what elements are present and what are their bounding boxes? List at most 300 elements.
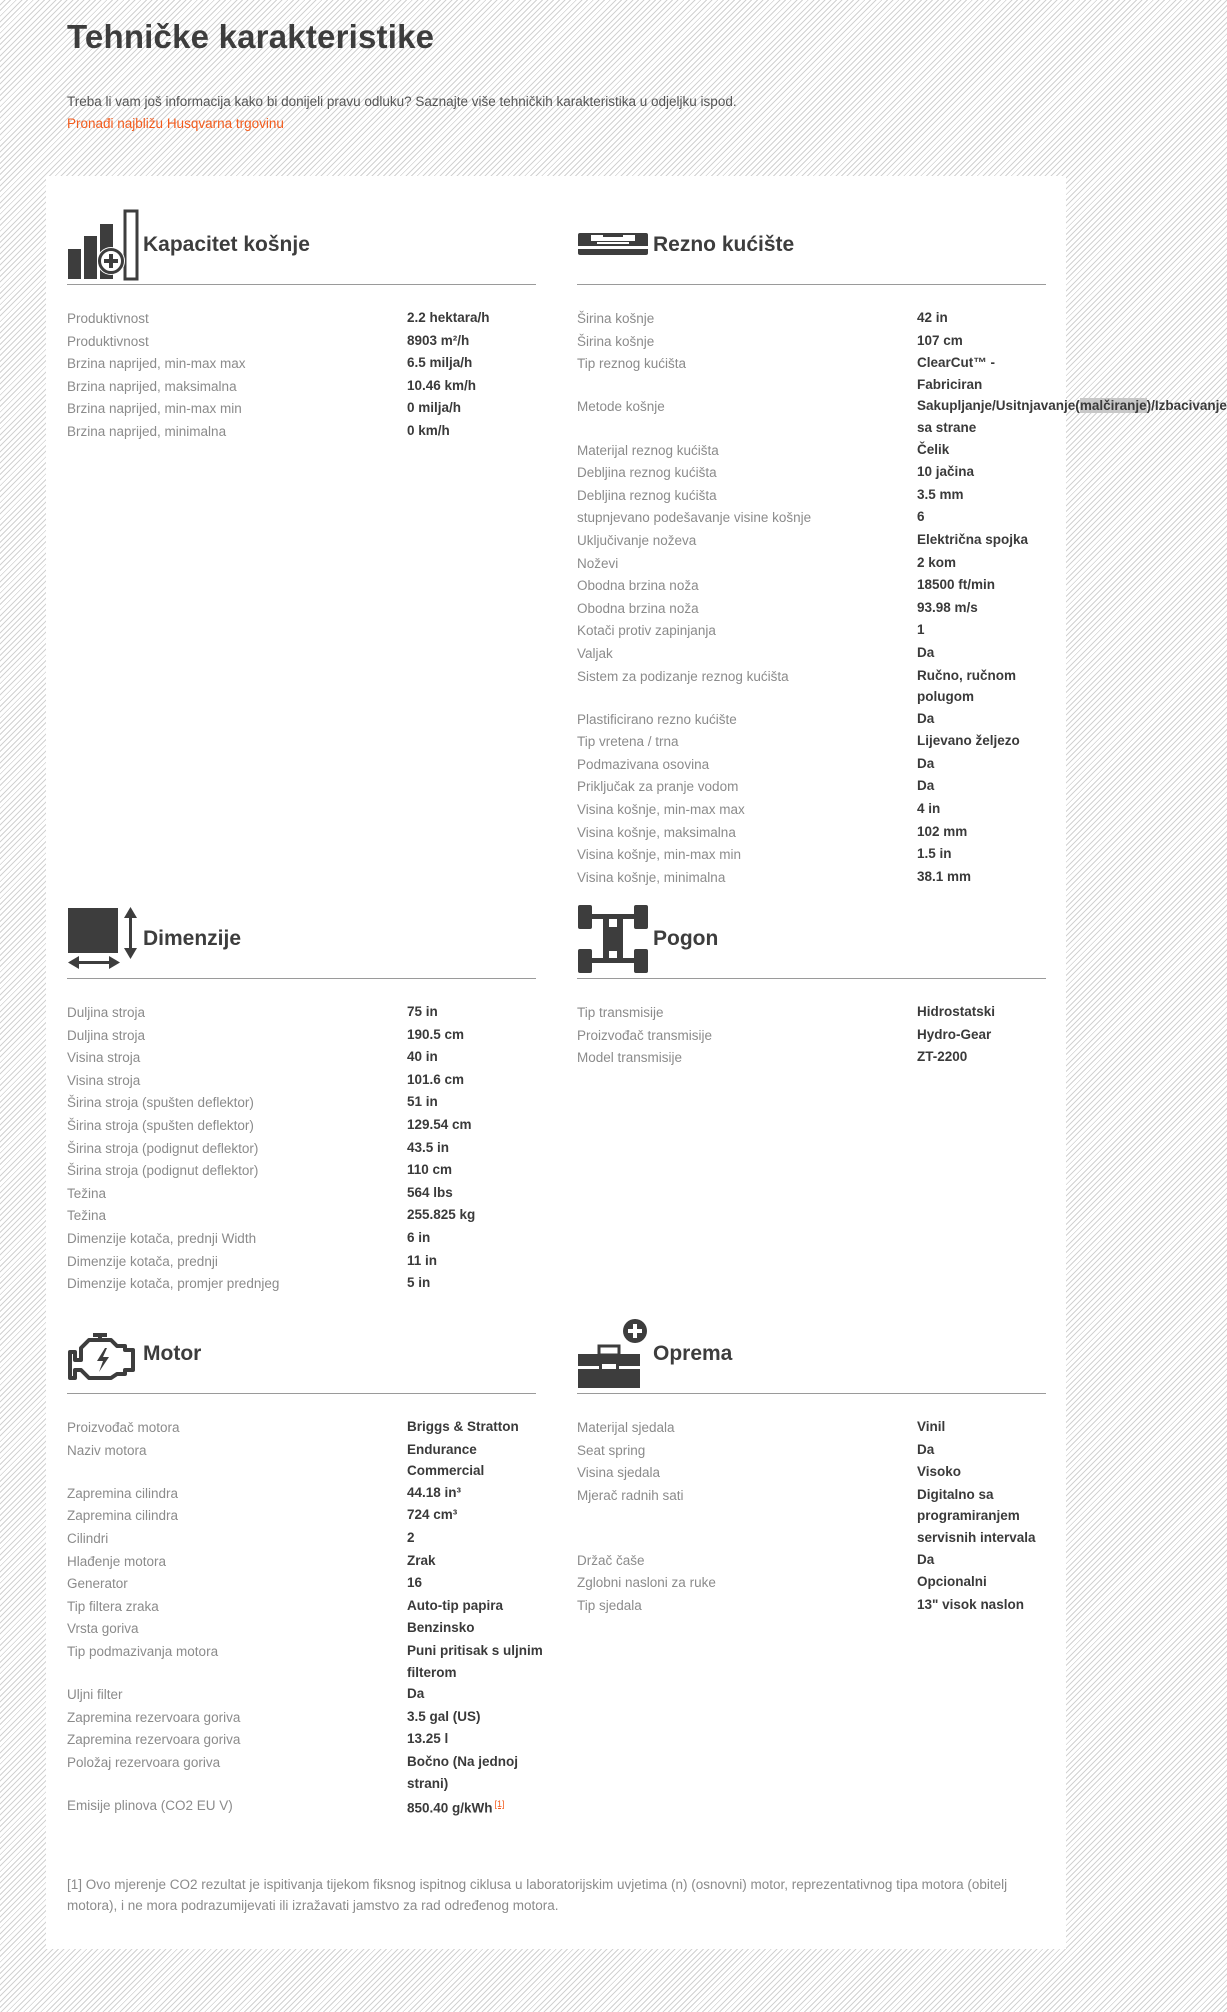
section-equipment [577, 1315, 1046, 1616]
drivetrain-icon [577, 903, 649, 975]
section-title: Oprema [653, 1342, 733, 1365]
spec-list [577, 1001, 1046, 1069]
spec-row [67, 1751, 536, 1794]
spec-row [67, 352, 536, 375]
spec-value [407, 1640, 547, 1683]
page-title: Tehničke karakteristike [67, 18, 435, 55]
spec-value-text: 6 [917, 509, 925, 525]
spec-value [407, 1595, 547, 1617]
spec-label: Noževi [577, 555, 619, 571]
section-title: Kapacitet košnje [143, 233, 310, 256]
spec-value-text: Da [917, 644, 935, 660]
spec-label: Generator [67, 1576, 128, 1592]
spec-row [67, 1527, 536, 1550]
spec-row [577, 642, 1046, 665]
spec-label: Model transmisije [577, 1050, 683, 1066]
spec-value-text: 75 in [407, 1004, 438, 1019]
spec-value [407, 1250, 547, 1272]
spec-row [67, 1572, 536, 1595]
section-drive [577, 900, 1046, 1069]
cutting-deck-icon [577, 209, 649, 281]
footnote-link[interactable]: [1] [494, 1799, 505, 1810]
section-dimensions [67, 900, 536, 1295]
spec-value-text: 5 in [407, 1275, 431, 1291]
section-title: Rezno kućište [653, 233, 795, 256]
section-header [67, 900, 536, 979]
spec-value [407, 1572, 547, 1594]
spec-row [577, 1594, 1046, 1617]
spec-row [67, 1046, 536, 1069]
spec-row [577, 1001, 1046, 1024]
spec-value-text: 42 in [917, 310, 948, 325]
spec-row [67, 1683, 536, 1706]
spec-row [577, 1439, 1046, 1462]
spec-value [917, 1024, 1057, 1046]
spec-label: Položaj rezervoara goriva [67, 1754, 221, 1770]
spec-value-text: Digitalno sa programiranjem servisnih intervala [917, 1486, 1036, 1545]
section-cutting-deck [577, 206, 1227, 888]
spec-value [917, 1594, 1057, 1616]
spec-label: Tip reznog kućišta [577, 356, 687, 372]
spec-value [407, 1794, 547, 1819]
spec-value-text: 6.5 milja/h [407, 355, 473, 371]
spec-value-text: 129.54 cm [407, 1116, 472, 1132]
spec-value [407, 1091, 547, 1113]
spec-label: Podmazivana osovina [577, 756, 710, 772]
spec-list [577, 1416, 1046, 1616]
spec-value [917, 866, 1057, 888]
section-header [67, 1315, 536, 1394]
spec-row [67, 397, 536, 420]
spec-label: Širina stroja (podignut deflektor) [67, 1163, 259, 1179]
spec-label: Brzina naprijed, min-max min [67, 401, 242, 417]
spec-row [67, 1001, 536, 1024]
specs-card [46, 176, 1227, 1949]
spec-row [577, 574, 1046, 597]
spec-label: Naziv motora [67, 1442, 147, 1458]
spec-row [67, 1137, 536, 1160]
spec-value-text: 8903 m²/h [407, 332, 470, 348]
spec-value-text: Visoko [917, 1464, 962, 1480]
spec-value [407, 1504, 547, 1526]
section-capacity [67, 206, 536, 443]
spec-row [67, 1024, 536, 1047]
spec-row [67, 1439, 536, 1482]
spec-value [407, 375, 547, 397]
spec-value-text: 10.46 km/h [407, 377, 477, 393]
spec-row [577, 1416, 1046, 1439]
spec-value [917, 484, 1057, 506]
spec-list [67, 1001, 536, 1295]
spec-label: Plastificirano rezno kućište [577, 711, 737, 727]
spec-label: Produktivnost [67, 311, 149, 326]
spec-value-text: 107 cm [917, 332, 963, 348]
spec-value [407, 307, 547, 329]
spec-label: Duljina stroja [67, 1027, 146, 1043]
spec-value [407, 1069, 547, 1091]
spec-row [67, 1728, 536, 1751]
section-engine [67, 1315, 543, 1819]
spec-value-text: 13.25 l [407, 1731, 449, 1747]
section-header [577, 206, 1046, 285]
spec-value [917, 1484, 1057, 1549]
spec-label: Emisije plinova (CO2 EU V) [67, 1798, 233, 1814]
spec-row [67, 1550, 536, 1573]
spec-value-text: Električna spojka [917, 531, 1029, 547]
spec-label: Zapremina rezervoara goriva [67, 1732, 241, 1748]
spec-value-text: Endurance Commercial [407, 1441, 485, 1479]
spec-value-text: 51 in [407, 1094, 438, 1110]
spec-value-text: 0 km/h [407, 422, 450, 438]
spec-value [917, 1461, 1057, 1483]
spec-row [67, 375, 536, 398]
spec-value [917, 1571, 1057, 1593]
spec-value [407, 1706, 547, 1728]
spec-label: Produktivnost [67, 333, 149, 349]
spec-label: Hlađenje motora [67, 1553, 167, 1569]
spec-label: Valjak [577, 645, 613, 661]
spec-row [577, 330, 1046, 353]
spec-value [917, 843, 1057, 865]
spec-label: Tip filtera zraka [67, 1598, 159, 1614]
spec-value-text: Čelik [917, 441, 950, 457]
section-title: Pogon [653, 927, 719, 950]
spec-row [577, 1024, 1046, 1047]
spec-label: Širina stroja (podignut deflektor) [67, 1140, 259, 1156]
spec-row [67, 1182, 536, 1205]
spec-value [407, 330, 547, 352]
dimensions-icon [67, 903, 139, 975]
spec-label: Težina [67, 1185, 107, 1201]
spec-label: stupnjevano podešavanje visine košnje [577, 510, 812, 526]
spec-label: Zapremina rezervoara goriva [67, 1709, 241, 1725]
spec-label: Tip vretena / trna [577, 734, 679, 750]
spec-row [577, 1046, 1046, 1069]
spec-value-text: Briggs & Stratton [407, 1419, 519, 1434]
spec-row [577, 619, 1046, 642]
spec-label: Visina košnje, min-max min [577, 847, 742, 863]
spec-value-text: 38.1 mm [917, 868, 972, 884]
spec-value-text: 16 [407, 1575, 423, 1591]
spec-value-text: ClearCut™ - Fabriciran [917, 355, 996, 392]
spec-value [407, 397, 547, 419]
spec-value-text: 190.5 cm [407, 1026, 465, 1042]
spec-value [917, 619, 1057, 641]
spec-label: Dimenzije kotača, promjer prednjeg [67, 1276, 280, 1292]
spec-label: Debljina reznog kućišta [577, 465, 717, 481]
section-header [577, 1315, 1046, 1394]
spec-value [407, 1728, 547, 1750]
spec-value-text: 18500 ft/min [917, 577, 996, 593]
spec-value-text: 3.5 mm [917, 486, 964, 502]
spec-value [917, 642, 1057, 664]
spec-label: Visina košnje, min-max max [577, 802, 745, 818]
spec-value [407, 1227, 547, 1249]
spec-value [917, 1549, 1057, 1571]
spec-value-text: 44.18 in³ [407, 1484, 462, 1500]
spec-value-text: Da [917, 710, 935, 726]
spec-label: Visina košnje, minimalna [577, 869, 726, 885]
spec-label: Brzina naprijed, maksimalna [67, 378, 237, 394]
spec-label: Težina [67, 1208, 107, 1224]
spec-row [67, 1416, 536, 1439]
spec-value [407, 1046, 547, 1068]
spec-value [407, 1204, 547, 1226]
spec-value [407, 1683, 547, 1705]
spec-row [577, 821, 1046, 844]
spec-row [577, 665, 1046, 708]
spec-label: Tip transmisije [577, 1005, 664, 1020]
spec-value [917, 574, 1057, 596]
spec-label: Dimenzije kotača, prednji [67, 1253, 218, 1269]
spec-label: Brzina naprijed, min-max max [67, 356, 246, 372]
section-title: Dimenzije [143, 927, 242, 950]
spec-value [917, 821, 1057, 843]
spec-value [917, 506, 1057, 528]
spec-row [577, 307, 1046, 330]
spec-row [577, 395, 1227, 438]
spec-row [577, 708, 1046, 731]
spec-label: Uključivanje noževa [577, 532, 697, 548]
spec-row [67, 1482, 536, 1505]
spec-row [67, 1595, 536, 1618]
spec-label: Visina košnje, maksimalna [577, 824, 736, 840]
spec-value-text: Da [917, 1551, 935, 1567]
spec-label: Uljni filter [67, 1687, 123, 1703]
spec-row [577, 552, 1046, 575]
spec-label: Obodna brzina noža [577, 600, 699, 616]
spec-value [407, 1527, 547, 1549]
spec-value [407, 1751, 547, 1794]
spec-value [917, 552, 1057, 574]
spec-row [577, 506, 1046, 529]
spec-label: Duljina stroja [67, 1005, 146, 1020]
spec-value-text: Puni pritisak s uljnim filterom [407, 1642, 543, 1680]
spec-value [407, 1182, 547, 1204]
spec-label: Visina sjedala [577, 1465, 661, 1481]
spec-value [917, 330, 1057, 352]
spec-row [577, 730, 1046, 753]
spec-value [407, 1001, 547, 1023]
spec-value-text: 13" visok naslon [917, 1596, 1024, 1612]
spec-value [407, 1482, 547, 1504]
spec-label: Materijal sjedala [577, 1420, 675, 1435]
engine-icon [67, 1318, 139, 1390]
capacity-chart-icon [67, 209, 139, 281]
spec-label: Širina košnje [577, 333, 655, 349]
spec-value-text: Hidrostatski [917, 1004, 996, 1019]
spec-row [67, 420, 536, 443]
spec-row [577, 439, 1046, 462]
spec-value-text: 40 in [407, 1049, 438, 1065]
spec-value-text: Zrak [407, 1552, 436, 1568]
spec-label: Visina stroja [67, 1072, 141, 1088]
spec-value [407, 1137, 547, 1159]
spec-value-part: )/Izbacivanje [1146, 398, 1227, 414]
spec-value-text: Ručno, ručnom polugom [917, 667, 1017, 705]
spec-row [577, 1571, 1046, 1594]
spec-value-text: 1.5 in [917, 846, 952, 862]
section-header [577, 900, 1046, 979]
spec-value [917, 307, 1057, 329]
spec-label: Brzina naprijed, minimalna [67, 423, 227, 439]
spec-value [407, 1272, 547, 1294]
spec-label: Zapremina cilindra [67, 1485, 179, 1501]
spec-value-text: 101.6 cm [407, 1071, 465, 1087]
spec-value-text: 2 [407, 1529, 415, 1545]
spec-value-text: 2.2 hektara/h [407, 310, 490, 325]
spec-value [407, 352, 547, 374]
spec-value [917, 665, 1057, 708]
spec-label: Zapremina cilindra [67, 1508, 179, 1524]
spec-value-text: Da [917, 778, 935, 794]
spec-label: Tip podmazivanja motora [67, 1643, 219, 1659]
spec-label: Širina košnje [577, 311, 655, 326]
spec-row [577, 461, 1046, 484]
spec-label: Metode košnje [577, 399, 665, 415]
spec-value [917, 352, 1057, 395]
spec-value-text: 2 kom [917, 554, 957, 570]
spec-row [577, 866, 1046, 889]
intro-text: Treba li vam još informacija kako bi donijeli pravu odluku? Saznajte više tehničkih karakteristika u odjeljku ispod. [67, 94, 737, 109]
spec-value-part: sa strane [917, 419, 977, 435]
spec-value [917, 1439, 1057, 1461]
spec-value-text: 6 in [407, 1229, 431, 1245]
spec-label: Sistem za podizanje reznog kućišta [577, 668, 789, 684]
spec-value-text: 850.40 g/kWh [407, 1800, 493, 1816]
spec-value [407, 1439, 547, 1482]
spec-label: Mjerač radnih sati [577, 1487, 684, 1503]
spec-value-text: 102 mm [917, 823, 968, 839]
spec-label: Zglobni nasloni za ruke [577, 1575, 716, 1591]
spec-row [577, 529, 1046, 552]
spec-value [917, 439, 1057, 461]
spec-value [917, 1001, 1057, 1023]
spec-value-text: Vinil [917, 1419, 946, 1434]
spec-value-text: 11 in [407, 1252, 438, 1268]
spec-value-text: Bočno (Na jednoj strani) [407, 1753, 518, 1791]
spec-value [407, 1617, 547, 1639]
spec-list [577, 307, 1227, 888]
spec-row [577, 1484, 1046, 1549]
spec-value-text: 724 cm³ [407, 1507, 458, 1523]
spec-value-text: Opcionalni [917, 1574, 987, 1590]
spec-value-text: Da [917, 755, 935, 771]
spec-value-text: Lijevano željezo [917, 733, 1020, 749]
find-store-link[interactable]: Pronađi najbližu Husqvarna trgovinu [67, 116, 284, 131]
section-header [67, 206, 536, 285]
spec-value [917, 1046, 1057, 1068]
spec-label: Cilindri [67, 1530, 109, 1546]
spec-value [917, 708, 1057, 730]
spec-row [577, 798, 1046, 821]
spec-row [67, 1617, 536, 1640]
spec-row [577, 352, 1046, 395]
spec-label: Debljina reznog kućišta [577, 487, 717, 503]
spec-row [67, 1250, 536, 1273]
spec-value [917, 529, 1057, 551]
spec-value-text: 564 lbs [407, 1184, 453, 1200]
spec-label: Priključak za pranje vodom [577, 779, 739, 795]
spec-value [407, 1114, 547, 1136]
spec-value-text: 0 milja/h [407, 400, 462, 416]
spec-label: Vrsta goriva [67, 1621, 139, 1637]
spec-label: Proizvođač motora [67, 1420, 180, 1435]
spec-value-text: 10 jačina [917, 464, 975, 480]
spec-label: Kotači protiv zapinjanja [577, 623, 716, 639]
spec-value-text: ZT-2200 [917, 1049, 968, 1065]
spec-row [67, 1272, 536, 1295]
spec-value [917, 461, 1057, 483]
spec-value-text: 255.825 kg [407, 1207, 476, 1223]
spec-value-part: Sakupljanje/Usitnjavanje( [917, 398, 1080, 414]
spec-row [577, 484, 1046, 507]
spec-label: Materijal reznog kućišta [577, 442, 719, 458]
spec-value [917, 597, 1057, 619]
spec-list [67, 1416, 543, 1819]
footnote: [1] Ovo mjerenje CO2 rezultat je ispitivanja tijekom fiksnog ispitnog ciklusa u laboratorijskim uvjetima (n) (osnovni) motor, reprezentativnog tipa motora (obitelj motora), i ne mora podrazumijevati ili izražavati jamstvo za rad određenog motora. [67, 1877, 1008, 1913]
spec-value [917, 1416, 1057, 1438]
spec-row [577, 597, 1046, 620]
spec-value [917, 730, 1057, 752]
spec-row [67, 1159, 536, 1182]
spec-value-text: 3.5 gal (US) [407, 1708, 481, 1724]
spec-value-text: 1 [917, 622, 925, 638]
spec-value [917, 753, 1057, 775]
spec-list [67, 307, 536, 443]
spec-label: Dimenzije kotača, prednji Width [67, 1230, 257, 1246]
spec-row [67, 1706, 536, 1729]
spec-value-text: Benzinsko [407, 1620, 475, 1636]
section-title: Motor [143, 1342, 202, 1365]
spec-row [67, 1091, 536, 1114]
spec-row [577, 775, 1046, 798]
spec-label: Obodna brzina noža [577, 578, 699, 594]
spec-row [577, 753, 1046, 776]
spec-row [67, 1640, 543, 1683]
spec-value [407, 420, 547, 442]
spec-label: Tip sjedala [577, 1597, 642, 1613]
spec-value [407, 1416, 547, 1438]
spec-row [67, 330, 536, 353]
spec-label: Seat spring [577, 1442, 646, 1458]
spec-value [917, 775, 1057, 797]
spec-value-text: Hydro-Gear [917, 1026, 992, 1042]
spec-value [917, 798, 1057, 820]
spec-row [67, 1204, 536, 1227]
spec-row [67, 307, 536, 330]
spec-row [577, 1461, 1046, 1484]
toolbox-plus-icon [577, 1318, 649, 1390]
spec-value-text: 4 in [917, 801, 941, 817]
spec-value-text: 110 cm [407, 1162, 453, 1178]
spec-row [67, 1069, 536, 1092]
spec-row [67, 1114, 536, 1137]
spec-value-text: 43.5 in [407, 1139, 450, 1155]
spec-value [407, 1159, 547, 1181]
spec-label: Visina stroja [67, 1050, 141, 1066]
spec-label: Širina stroja (spušten deflektor) [67, 1095, 254, 1111]
spec-label: Držač čaše [577, 1552, 645, 1568]
highlighted-text: malčiranje [1079, 398, 1147, 414]
spec-value-text: Da [407, 1686, 425, 1702]
spec-value-text: Auto-tip papira [407, 1597, 503, 1613]
spec-value-text: 93.98 m/s [917, 599, 978, 615]
spec-row [577, 1549, 1046, 1572]
spec-row [67, 1504, 536, 1527]
spec-value [407, 1024, 547, 1046]
spec-label: Proizvođač transmisije [577, 1027, 713, 1043]
